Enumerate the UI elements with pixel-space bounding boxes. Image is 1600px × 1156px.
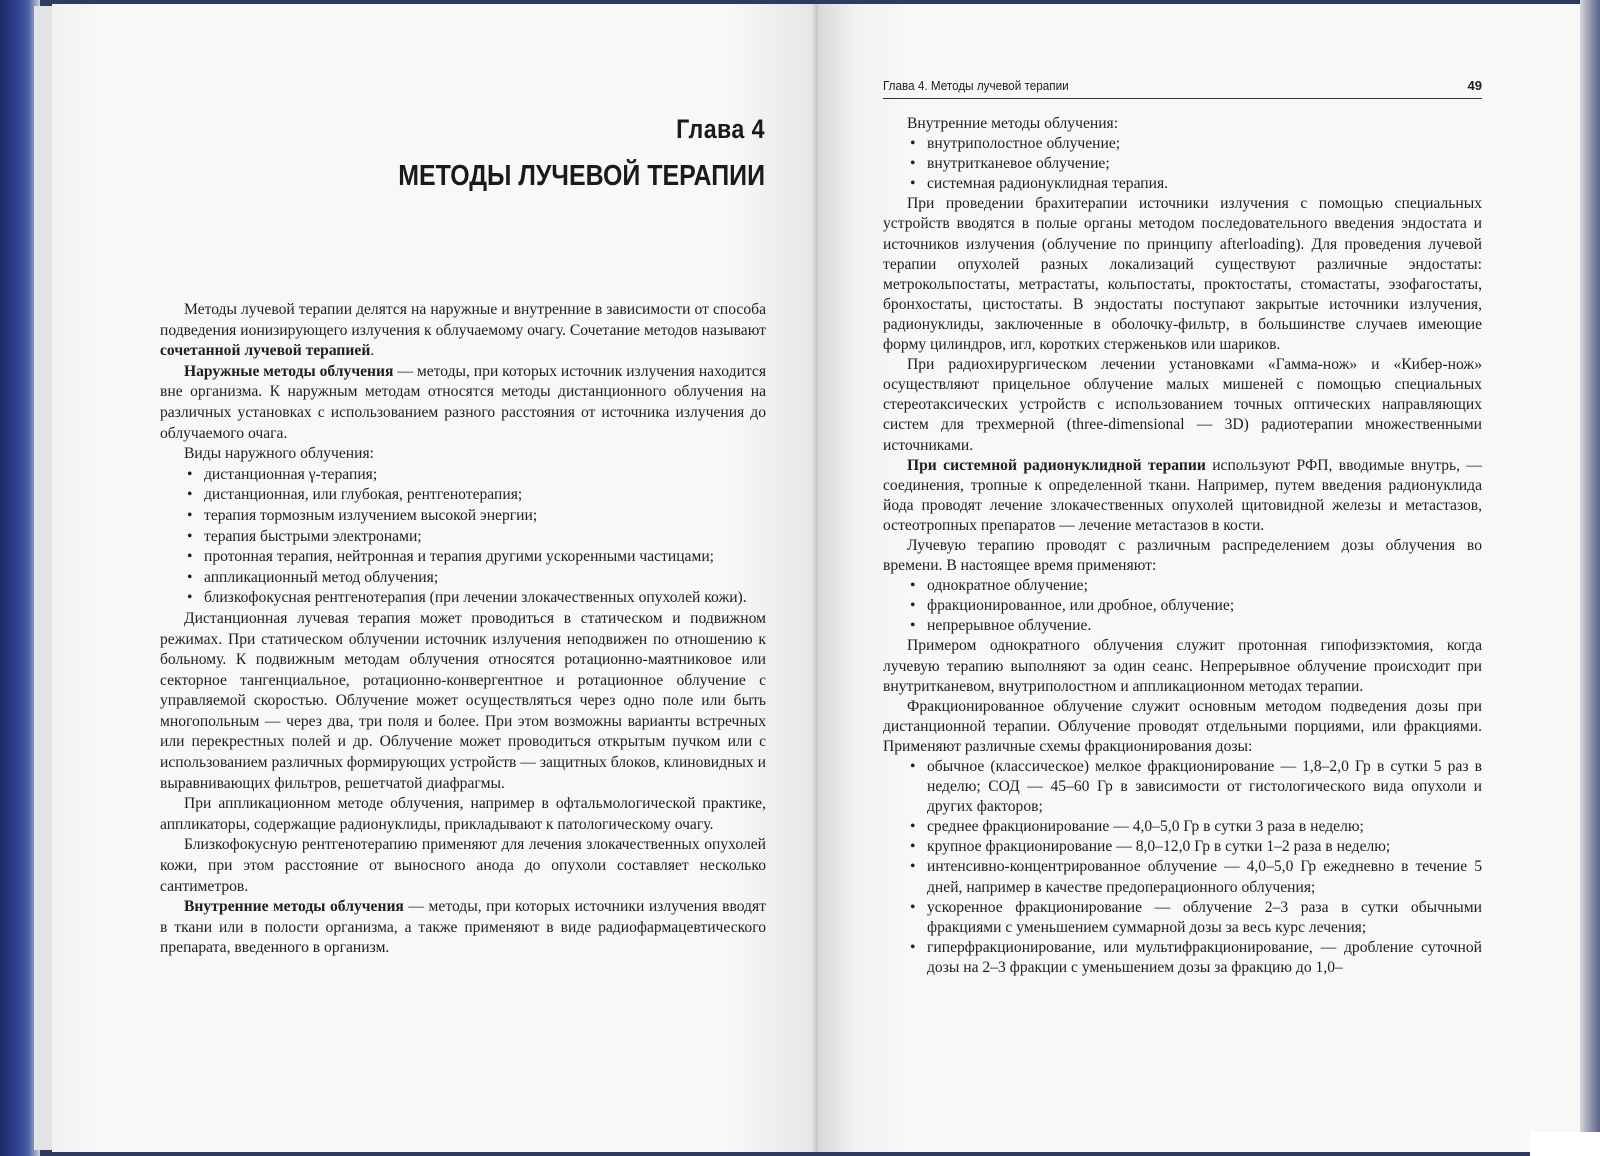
list-item: • терапия быстрыми электронами; [160,527,766,548]
list-item: • фракционированное, или дробное, облучение; [883,596,1482,616]
running-head-title: Глава 4. Методы лучевой терапии [883,78,1069,93]
list-item: • аппликационный метод облучения; [160,568,766,589]
chapter-number: Глава 4 [676,114,765,144]
list-item: • дистанционная γ-терапия; [160,465,766,486]
list-item: • обычное (классическое) мелкое фракционирование — 1,8–2,0 Гр в сутки 5 раз в неделю; СОД — 45–60 Гр в зависимости от гистологического вида опухоли и других факторов; [883,757,1482,817]
paragraph: При аппликационном методе облучения, например в офтальмологической практике, аппликаторы, содержащие радионуклиды, прикладывают к патологическому очагу. [160,795,766,833]
list-item: • среднее фракционирование — 4,0–5,0 Гр в сутки 3 раза в неделю; [883,817,1482,837]
list-item: • гиперфракционирование, или мультифракционирование, — дробление суточной дозы на 2–3 фракции с уменьшением дозы за фракцию до 1,0– [883,938,1482,978]
fractionation-list [883,757,1482,978]
paragraph: Дистанционная лучевая терапия может проводиться в статическом и подвижном режимах. При статическом облучении источник излучения неподвижен по отношению к больному. К подвижным методам облучения относятся ротационно-маятниковое или секторное тангенциальное, ротационно-конвергентное и ротационное облучение с управляемой скоростью. Облучение может осуществляться через одно поле или быть многопольным — через два, три поля и более. При этом возможны варианты встречных или перекрестных полей и др. Облучение может проводиться открытым пучком или с использованием различных формирующих устройств — защитных блоков, клиновидных и выравнивающих фильтров, решетчатой диафрагмы. [160,609,766,792]
list-item: • терапия тормозным излучением высокой энергии; [160,506,766,527]
list-item: • ускоренное фракционирование — облучение 2–3 раза в сутки обычными фракциями с уменьшением суммарной дозы за весь курс лечения; [883,898,1482,938]
right-page-body [883,114,1482,978]
book-cover-edge-right [1580,0,1600,1156]
list-item: • внутриполостное облучение; [883,134,1482,154]
running-head [883,78,1482,99]
list-item: • протонная терапия, нейтронная и терапия другими ускоренными частицами; [160,547,766,568]
paragraph: Близкофокусную рентгенотерапию применяют для лечения злокачественных опухолей кожи, при этом расстояние от выносного анода до опухоли составляет несколько сантиметров. [160,836,766,895]
paragraph: Методы лучевой терапии делятся на наружные и внутренние в зависимости от способа подведения ионизирующего излучения к облучаемому очагу. Сочетание методов называют сочетанной лучевой терапией. [160,301,766,360]
paragraph: Внутренние методы облучения — методы, при которых источники излучения вводят в ткани или в полости организма, а также применяют в виде радиофармацевтического препарата, введенного в организм. [160,898,766,957]
page-number: 49 [1467,78,1482,93]
list-item: • интенсивно-концентрированное облучение — 4,0–5,0 Гр ежедневно в течение 5 дней, например в качестве предоперационного облучения; [883,857,1482,897]
list-item: • дистанционная, или глубокая, рентгенотерапия; [160,485,766,506]
scan-margin [1530,1132,1600,1156]
paragraph: Лучевую терапию проводят с различным распределением дозы облучения во времени. В настоящее время применяют: [883,536,1482,575]
paragraph: Фракционированное облучение служит основным методом подведения дозы при дистанционной терапии. Облучение проводят отдельными порциями, или фракциями. Применяют различные схемы фракционирования дозы: [883,697,1482,755]
internal-types-list [883,134,1482,194]
list-item: • непрерывное облучение. [883,616,1482,636]
list-item: • крупное фракционирование — 8,0–12,0 Гр в сутки 1–2 раза в неделю; [883,837,1482,857]
left-page [52,4,822,1152]
paragraph: При проведении брахитерапии источники излучения с помощью специальных устройств вводятся в полые органы методом последовательного введения эндостата и источников излучения (облучение по принципу afterloading). Для проведения лучевой терапии опухолей разных локализаций существуют различные эндостаты: метрокольпостаты, метрастаты, кольпостаты, проктостаты, стомастаты, эзофагостаты, бронхостаты, цистостаты. В эндостаты поступают закрытые источники излучения, радионуклиды, заключенные в оболочку-фильтр, в большинстве случаев имеющие форму цилиндров, игл, коротких стерженьков или шариков. [883,195,1482,354]
paragraph: Виды наружного облучения: [184,445,375,463]
right-page [818,4,1582,1152]
left-page-body [160,300,766,959]
paragraph: Примером однократного облучения служит протонная гипофизэктомия, когда лучевую терапию выполняют за один сеанс. Непрерывное облучение происходит при внутритканевом, внутриполостном и аппликационном методах терапии. [883,637,1482,695]
chapter-title: МЕТОДЫ ЛУЧЕВОЙ ТЕРАПИИ [398,160,765,192]
list-item: • близкофокусная рентгенотерапия (при лечении злокачественных опухолей кожи). [160,588,766,609]
paragraph: При радиохирургическом лечении установками «Гамма-нож» и «Кибер-нож» осуществляют прицельное облучение малых мишеней с помощью специальных стереотаксических устройств с использованием точных оптических направляющих систем для трехмерной (three-dimensional — 3D) радиотерапии множественными источниками. [883,356,1482,454]
list-item: • внутритканевое облучение; [883,154,1482,174]
external-types-list [160,465,766,609]
list-item: • однократное облучение; [883,576,1482,596]
paragraph: Внутренние методы облучения: [907,115,1119,132]
paragraph: Наружные методы облучения — методы, при которых источник излучения находится вне организма. К наружным методам относятся методы дистанционного облучения на различных установках с использованием разного расстояния от источника излучения до облучаемого очага. [160,362,767,442]
paragraph: При системной радионуклидной терапии используют РФП, вводимые внутрь, — соединения, тропные к определенной ткани. Например, путем введения радионуклида йода проводят лечение злокачественных опухолей щитовидной железы и метастазов, остеотропных препаратов — лечение метастазов в кости. [883,456,1482,534]
list-item: • системная радионуклидная терапия. [883,174,1482,194]
time-modes-list [883,576,1482,636]
